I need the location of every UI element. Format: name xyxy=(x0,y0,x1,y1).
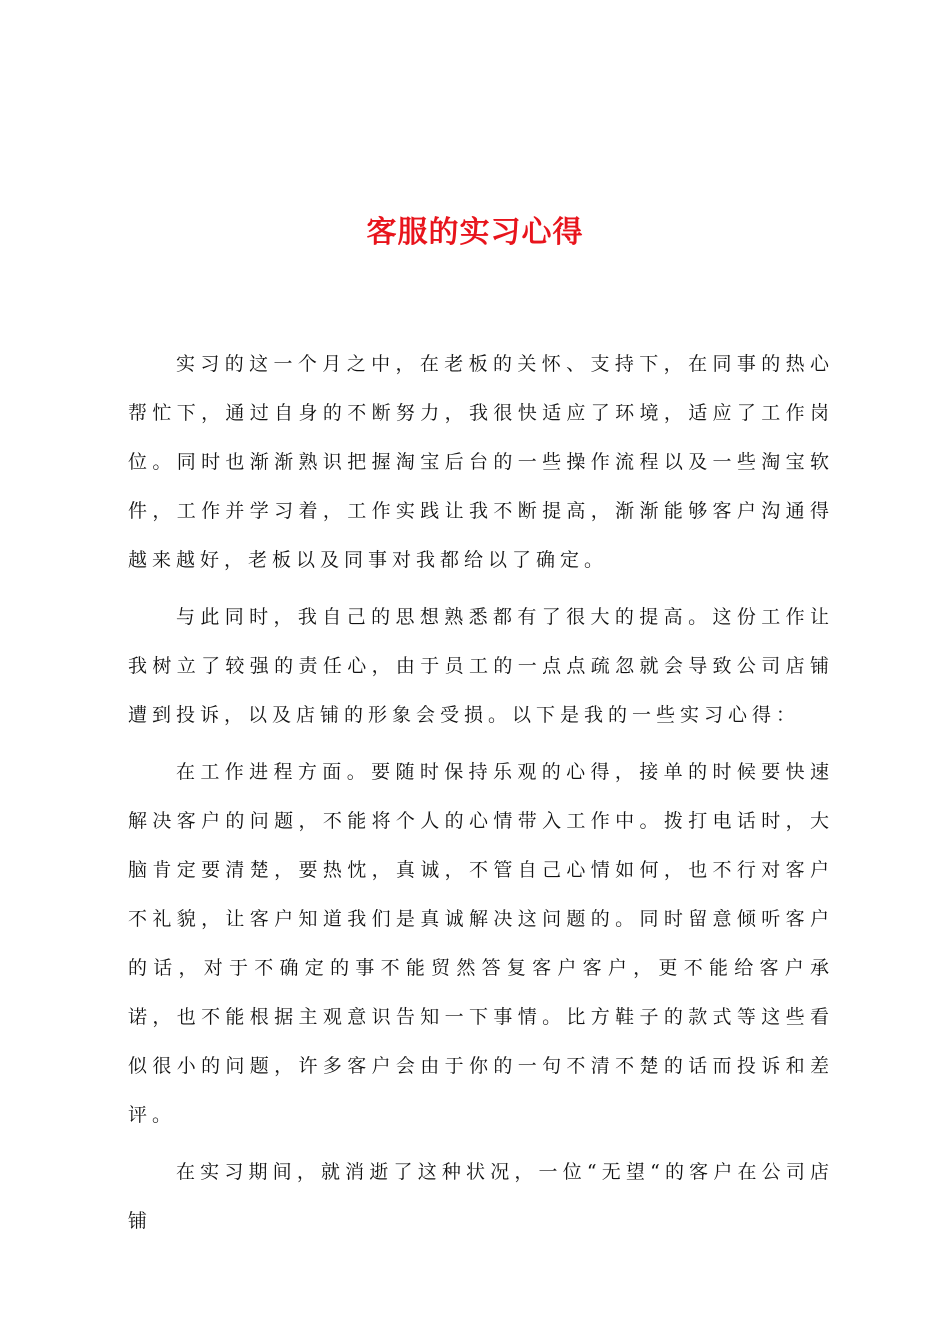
document-title: 客服的实习心得 xyxy=(366,215,584,250)
paragraph-2: 与此同时，我自己的思想熟悉都有了很大的提高。这份工作让我树立了较强的责任心，由于员工的一点点疏忽就会导致公司店铺遭到投诉，以及店铺的形象会受损。以下是我的一些实习心得： xyxy=(128,606,834,726)
paragraph-3: 在工作进程方面。要随时保持乐观的心得，接单的时候要快速解决客户的问题，不能将个人的心情带入工作中。拨打电话时，大脑肯定要清楚，要热忱，真诚，不管自己心情如何，也不行对客户不礼貌，让客户知道我们是真诚解决这问题的。同时留意倾听客户的话，对于不确定的事不能贸然答复客户客户，更不能给客户承诺，也不能根据主观意识告知一下事情。比方鞋子的款式等这些看似很小的问题，许多客户会由于你的一句不清不楚的话而投诉和差评。 xyxy=(128,761,834,1126)
paragraph-1: 实习的这一个月之中，在老板的关怀、支持下，在同事的热心帮忙下，通过自身的不断努力，我很快适应了环境，适应了工作岗位。同时也渐渐熟识把握淘宝后台的一些操作流程以及一些淘宝软件，工作并学习着，工作实践让我不断提高，渐渐能够客户沟通得越来越好，老板以及同事对我都给以了确定。 xyxy=(128,353,834,571)
document-body xyxy=(128,340,834,1254)
paragraph-4: 在实习期间，就消逝了这种状况，一位“无望“的客户在公司店铺 xyxy=(128,1161,834,1232)
